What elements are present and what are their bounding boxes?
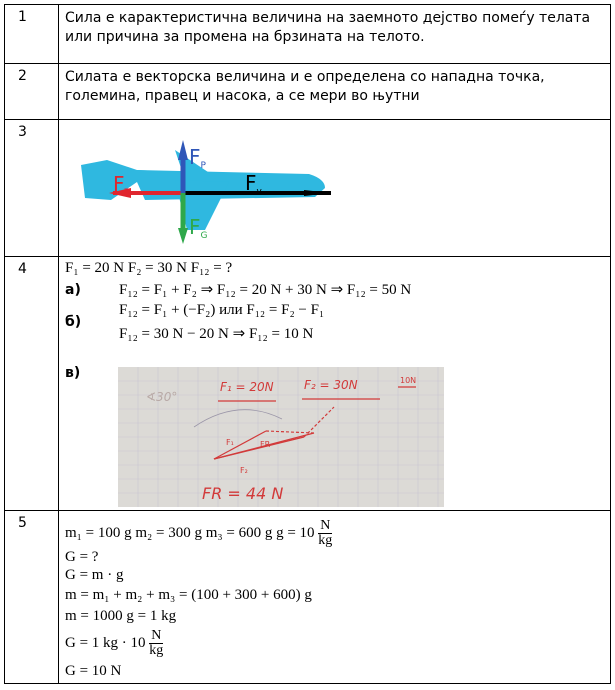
given-values: F₁ = 20 N F₂ = 30 N F₁₂ = ? <box>65 260 233 276</box>
row-number: 2 <box>5 64 59 119</box>
fp-sub: P <box>200 161 206 171</box>
answer-table <box>4 4 611 684</box>
f2-note: F₂ = 30N <box>304 378 358 392</box>
row-number: 4 <box>5 257 59 510</box>
g-unit-fraction-2: $\frac{N}{kg}$ <box>149 628 164 658</box>
part-a-label: а) <box>65 282 81 298</box>
table-row <box>5 257 610 511</box>
vector-text: Силата е векторска величина и е определена со нападна точка, големина, правец и насока, а се мери во њутни <box>65 69 545 104</box>
table-row <box>5 511 610 683</box>
weight-calculation: G = 1 kg · 10 $\frac{N}{kg}$ <box>65 628 164 658</box>
part-b-equation-2: F₁₂ = 30 N − 20 N ⇒ F₁₂ = 10 N <box>119 326 314 342</box>
g-unit-fraction: $\frac{N}{kg}$ <box>318 518 333 548</box>
part-b-label: б) <box>65 314 82 330</box>
unknown-line: G = ? <box>65 549 99 565</box>
fv-sub: v <box>256 187 262 197</box>
fr-vector-label: FR <box>260 440 271 449</box>
airplane-force-diagram <box>79 130 379 250</box>
weight-formula: G = m · g <box>65 567 124 583</box>
row-number: 3 <box>5 120 59 256</box>
part-v-label: в) <box>65 365 81 381</box>
given-masses: m₁ = 100 g m₂ = 300 g m₃ = 600 g g = 10 $\frac{N}{kg}$ <box>65 518 333 548</box>
ft-label: F <box>113 172 125 196</box>
f2-vector-label: F₂ <box>240 466 248 475</box>
ft-sub: T <box>124 188 131 198</box>
table-row <box>5 120 610 257</box>
angle-note: ∢30° <box>146 390 178 404</box>
part-a-equation: F₁₂ = F₁ + F₂ ⇒ F₁₂ = 20 N + 30 N ⇒ F₁₂ = 50 N <box>119 282 412 298</box>
fv-label: F <box>245 171 257 195</box>
mass-result: m = 1000 g = 1 kg <box>65 608 177 624</box>
weight-result: G = 10 N <box>65 663 122 679</box>
row-number: 1 <box>5 5 59 63</box>
part-b-equation-1: F₁₂ = F₁ + (−F₂) или F₁₂ = F₂ − F₁ <box>119 302 325 318</box>
fg-sub: G <box>200 231 208 241</box>
fg-label: F <box>189 215 201 239</box>
notebook-photo <box>118 367 444 507</box>
definition-text: Сила е карактеристична величина на заемното дејство помеѓу телата или причина за промена на брзината на телото. <box>65 10 591 45</box>
f1-note: F₁ = 20N <box>220 380 274 394</box>
row-number: 5 <box>5 511 59 683</box>
fp-label: F <box>189 145 201 169</box>
mass-sum: m = m₁ + m₂ + m₃ = (100 + 300 + 600) g <box>65 587 312 603</box>
fr-result: FR = 44 N <box>202 484 284 503</box>
table-row <box>5 5 610 64</box>
table-row <box>5 64 610 120</box>
f1-vector-label: F₁ <box>226 438 234 447</box>
scale-note: 10N <box>400 376 417 385</box>
svg-text:FP <box>189 145 207 171</box>
